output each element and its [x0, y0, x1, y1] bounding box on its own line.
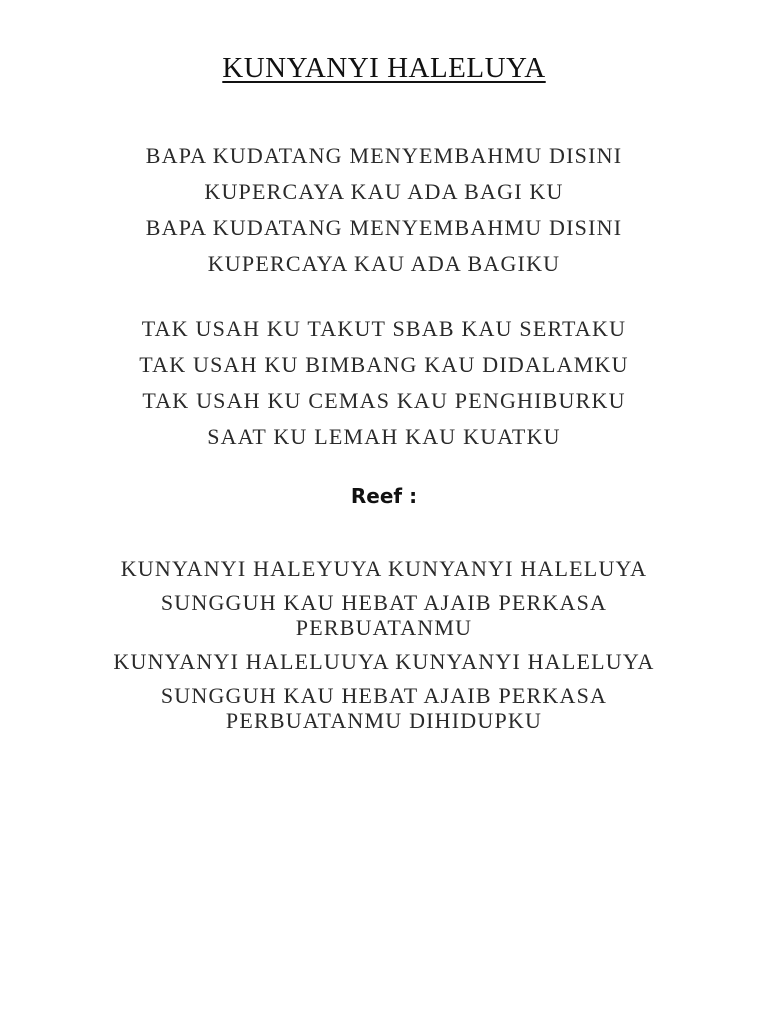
- refrain-block: [0, 683, 768, 733]
- reff-label: Reef :: [350, 484, 418, 508]
- verse-1: [0, 138, 768, 282]
- song-title: KUNYANYI HALELUYA: [222, 52, 546, 84]
- verse-2: [0, 311, 768, 455]
- verse-line: BAPA KUDATANG MENYEMBAHMU DISINI: [145, 143, 623, 168]
- verse-line: SAAT KU LEMAH KAU KUATKU: [207, 424, 561, 449]
- refrain-line: SUNGGUH KAU HEBAT AJAIB PERKASA: [160, 683, 608, 708]
- refrain-line: PERBUATANMU: [295, 615, 473, 640]
- refrain-block: [0, 649, 768, 674]
- refrain: [0, 556, 768, 742]
- refrain-line: SUNGGUH KAU HEBAT AJAIB PERKASA: [160, 590, 608, 615]
- verse-line: TAK USAH KU BIMBANG KAU DIDALAMKU: [139, 352, 629, 377]
- refrain-block: [0, 556, 768, 581]
- refrain-block: [0, 590, 768, 640]
- verse-line: TAK USAH KU CEMAS KAU PENGHIBURKU: [142, 388, 626, 413]
- refrain-line: KUNYANYI HALELUUYA KUNYANYI HALELUYA: [113, 649, 655, 674]
- refrain-line: PERBUATANMU DIHIDUPKU: [225, 708, 543, 733]
- verse-line: BAPA KUDATANG MENYEMBAHMU DISINI: [145, 215, 623, 240]
- verse-line: TAK USAH KU TAKUT SBAB KAU SERTAKU: [141, 316, 627, 341]
- refrain-line: KUNYANYI HALEYUYA KUNYANYI HALELUYA: [120, 556, 648, 581]
- verse-line: KUPERCAYA KAU ADA BAGIKU: [207, 251, 561, 276]
- verse-line: KUPERCAYA KAU ADA BAGI KU: [204, 179, 564, 204]
